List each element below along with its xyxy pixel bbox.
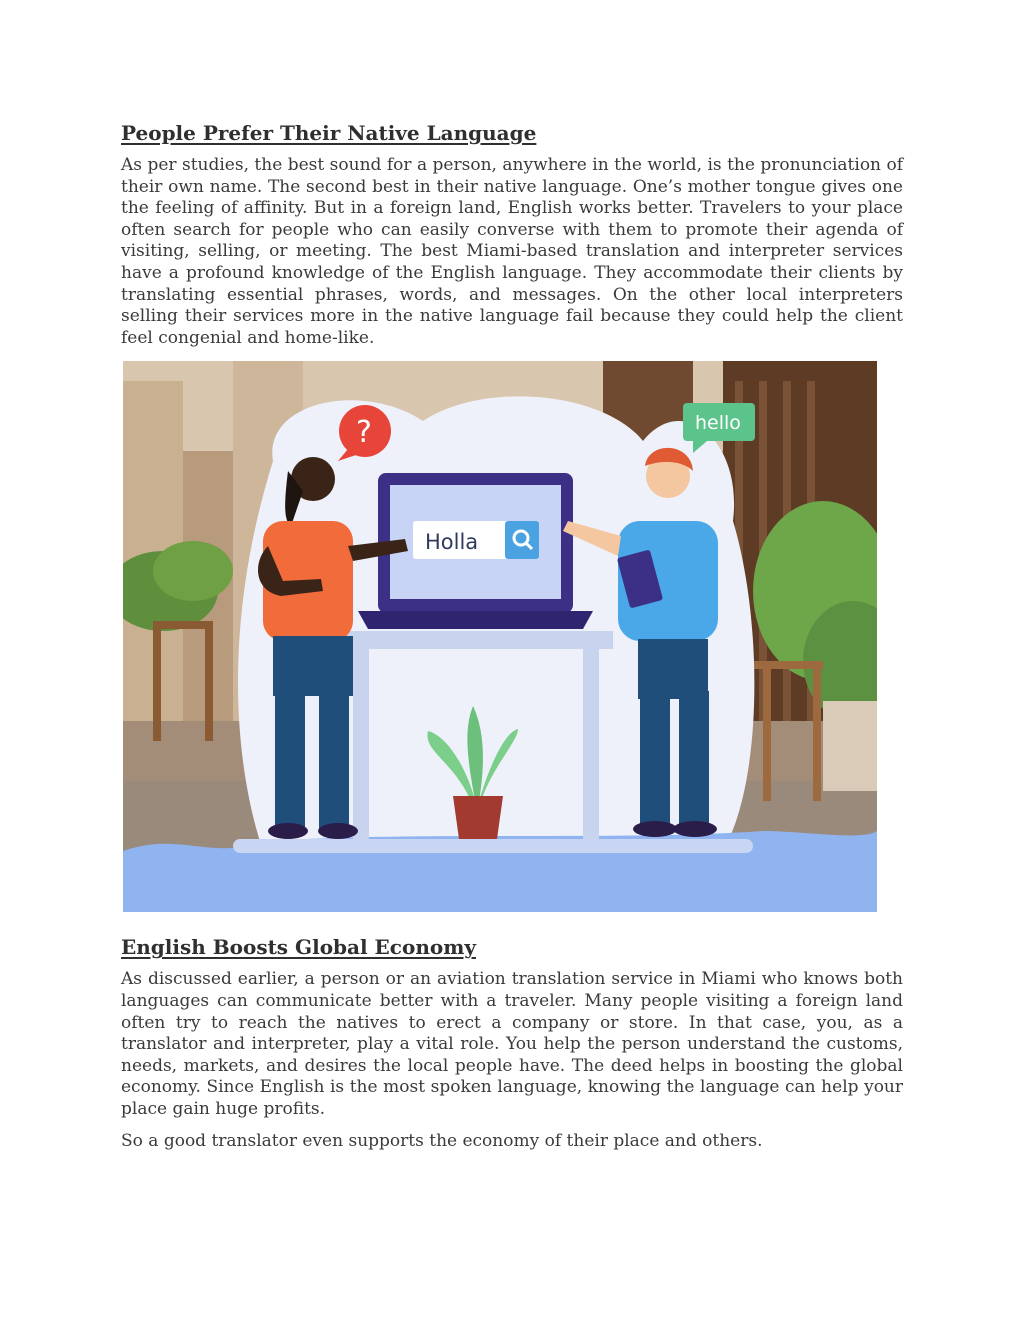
hello-text: hello <box>695 412 741 435</box>
section-heading-native-language: People Prefer Their Native Language <box>121 121 537 145</box>
document-page <box>121 118 903 1152</box>
paragraph-native-language: As per studies, the best sound for a person, anywhere in the world, is the pronunciation of their own name. The second best in their native language. One’s mother tongue gives one the feeling of affinity. But in a foreign land, English works better. Travelers to your place often search for people who can easily converse with them to promote their agenda of visiting, selling, or meeting. The best Miami-based translation and interpreter services have a profound knowledge of the English language. They accommodate their clients by translating essential phrases, words, and messages. On the other local interpreters selling their services more in the native language fail because they could help the client feel congenial and home-like. <box>121 155 903 348</box>
question-mark: ? <box>356 415 372 451</box>
desk <box>338 631 613 649</box>
translation-illustration <box>123 361 877 912</box>
section-heading-global-economy: English Boosts Global Economy <box>121 935 476 960</box>
search-icon <box>505 521 539 559</box>
paragraph-conclusion: So a good translator even supports the economy of their place and others. <box>121 1130 763 1151</box>
search-text: Holla <box>425 530 479 555</box>
paragraph-global-economy: As discussed earlier, a person or an aviation translation service in Miami who knows both languages can communicate better with a traveler. Many people visiting a foreign land often try to reach the natives to erect a company or store. In that case, you, as a translator and interpreter, play a vital role. You help the person understand the customs, needs, markets, and desires the local people have. The deed helps in boosting the global economy. Since English is the most spoken language, knowing the language can help your place gain huge profits. <box>121 969 903 1119</box>
